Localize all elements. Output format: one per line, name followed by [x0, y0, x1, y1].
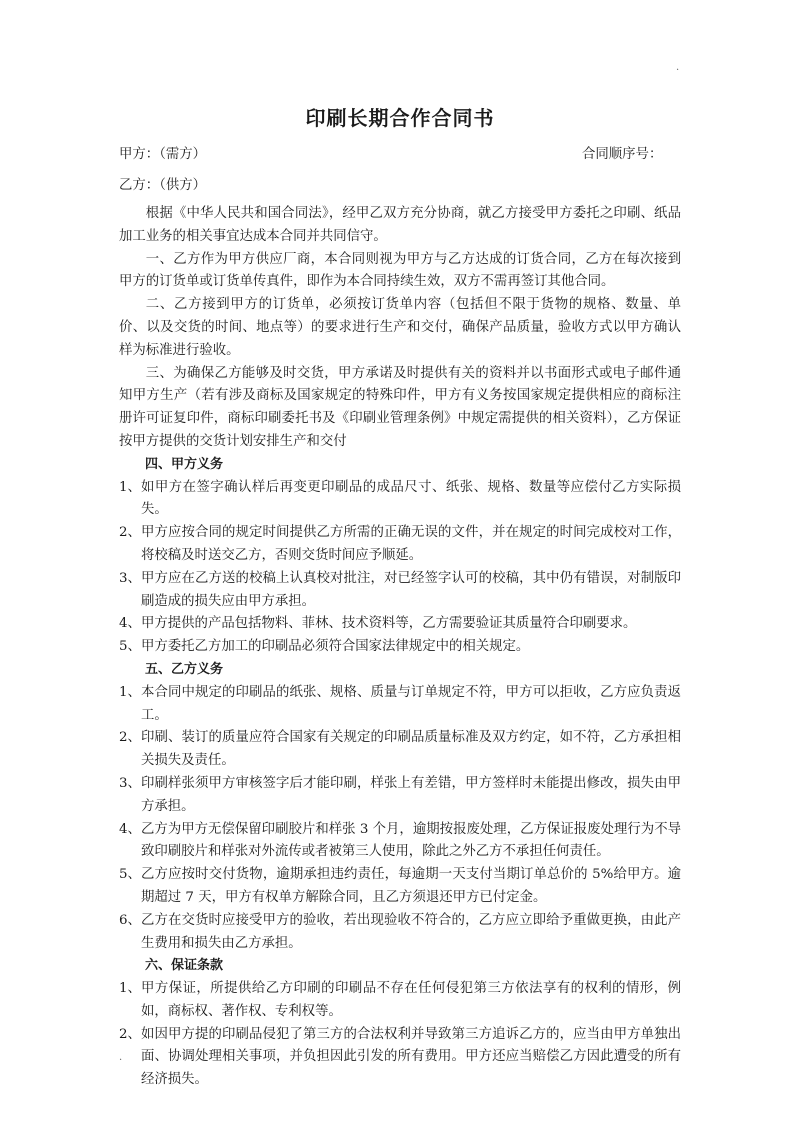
list-item	[119, 978, 681, 1024]
item-text: 印刷、装订的质量应符合国家有关规定的印刷品质量标准及双方约定，如不符，乙方承担相关损失及责任。	[141, 730, 681, 769]
intro-paragraph: 根据《中华人民共和国合同法》，经甲乙双方充分协商，就乙方接受甲方委托之印刷、纸品加工业务的相关事宜达成本合同并共同信守。	[119, 206, 681, 244]
item-text: 如甲方在签字确认样后再变更印刷品的成品尺寸、纸张、规格、数量等应偿付乙方实际损失。	[141, 479, 681, 518]
item-number: 1、	[119, 684, 141, 700]
item-number: 1、	[119, 981, 141, 997]
item-text: 甲方提供的产品包括物料、菲林、技术资料等，乙方需要验证其质量符合印刷要求。	[141, 616, 637, 632]
clause-1: 一、乙方作为甲方供应厂商，本合同则视为甲方与乙方达成的订货合同，乙方在每次接到甲方的订货单或订货单传真件，即作为本合同持续生效，双方不需再签订其他合同。	[119, 251, 681, 290]
list-item	[119, 682, 681, 728]
item-text: 甲方委托乙方加工的印刷品必须符合国家法律规定中的相关规定。	[141, 639, 530, 655]
list-item	[119, 1024, 681, 1092]
list-item	[119, 613, 681, 636]
section-heading-party-a-obligations: 四、甲方义务	[145, 456, 224, 472]
party-b-label: 乙方：（供方）	[119, 178, 207, 193]
list-item	[119, 773, 681, 819]
item-number: 2、	[119, 1026, 141, 1042]
item-text: 印刷样张须甲方审核签字后才能印刷，样张上有差错，甲方签样时未能提出修改，损失由甲方承担。	[141, 775, 681, 814]
list-item	[119, 568, 681, 614]
item-number: 6、	[119, 912, 141, 928]
item-number: 4、	[119, 821, 141, 837]
item-number: 2、	[119, 730, 141, 746]
item-text: 乙方在交货时应接受甲方的验收，若出现验收不符合的，乙方应立即给予重做更换，由此产生费用和损失由乙方承担。	[141, 912, 681, 951]
party-a-label: 甲方：（需方）	[119, 147, 207, 162]
list-item	[119, 636, 681, 659]
item-number: 4、	[119, 616, 141, 632]
list-item	[119, 727, 681, 773]
list-item	[119, 864, 681, 910]
item-text: 乙方应按时交付货物，逾期承担违约责任，每逾期一天支付当期订单总价的 5%给甲方。逾期超过 7 天，甲方有权单方解除合同，且乙方须退还甲方已付定金。	[141, 867, 681, 905]
section-heading-party-b-obligations: 五、乙方义务	[145, 661, 224, 677]
section-heading-guarantee-terms: 六、保证条款	[145, 958, 224, 974]
contract-body	[119, 203, 681, 1092]
item-number: 1、	[119, 479, 141, 495]
contract-number-label: 合同顺序号：	[582, 147, 663, 162]
item-text: 甲方保证，所提供给乙方印刷的印刷品不存在任何侵犯第三方依法享有的权利的情形，例如，商标权、著作权、专利权等。	[141, 981, 681, 1019]
clause-2: 二、乙方接到甲方的订货单，必须按订货单内容（包括但不限于货物的规格、数量、单价、以及交货的时间、地点等）的要求进行生产和交付，确保产品质量，验收方式以甲方确认样为标准进行验收。	[119, 297, 681, 358]
item-text: 如因甲方提的印刷品侵犯了第三方的合法权利并导致第三方追诉乙方的，应当由甲方单独出面、协调处理相关事项，并负担因此引发的所有费用。甲方还应当赔偿乙方因此遭受的所有经济损失。	[141, 1026, 681, 1088]
list-item	[119, 910, 681, 956]
item-number: 3、	[119, 775, 141, 791]
item-number: 5、	[119, 867, 141, 883]
item-number: 5、	[119, 639, 141, 655]
corner-mark-bottom: .	[119, 1052, 123, 1063]
item-text: 本合同中规定的印刷品的纸张、规格、质量与订单规定不符，甲方可以拒收，乙方应负责返工。	[141, 684, 681, 723]
list-item	[119, 477, 681, 523]
list-item	[119, 522, 681, 568]
list-item	[119, 819, 681, 865]
item-text: 甲方应在乙方送的校稿上认真校对批注，对已经签字认可的校稿，其中仍有错误，对制版印刷造成的损失应由甲方承担。	[141, 570, 681, 609]
document-title: 印刷长期合作合同书	[305, 106, 495, 130]
item-text: 甲方应按合同的规定时间提供乙方所需的正确无误的文件，并在规定的时间完成校对工作，将校稿及时送交乙方，否则交货时间应予顺延。	[141, 525, 681, 563]
item-number: 2、	[119, 525, 141, 541]
item-text: 乙方为甲方无偿保留印刷胶片和样张 3 个月，逾期按报废处理，乙方保证报废处理行为不导致印刷胶片和样张对外流传或者被第三人使用，除此之外乙方不承担任何责任。	[141, 821, 681, 860]
item-number: 3、	[119, 570, 141, 586]
clause-3: 三、为确保乙方能够及时交货，甲方承诺及时提供有关的资料并以书面形式或电子邮件通知甲方生产（若有涉及商标及国家规定的特殊印件，甲方有义务按国家规定提供相应的商标注册许可证复印件，商标印刷委托书及《印刷业管理条例》中规定需提供的相关资料），乙方保证按甲方提供的交货计划安排生产和交付	[119, 365, 681, 449]
corner-mark-top: .	[676, 62, 680, 73]
